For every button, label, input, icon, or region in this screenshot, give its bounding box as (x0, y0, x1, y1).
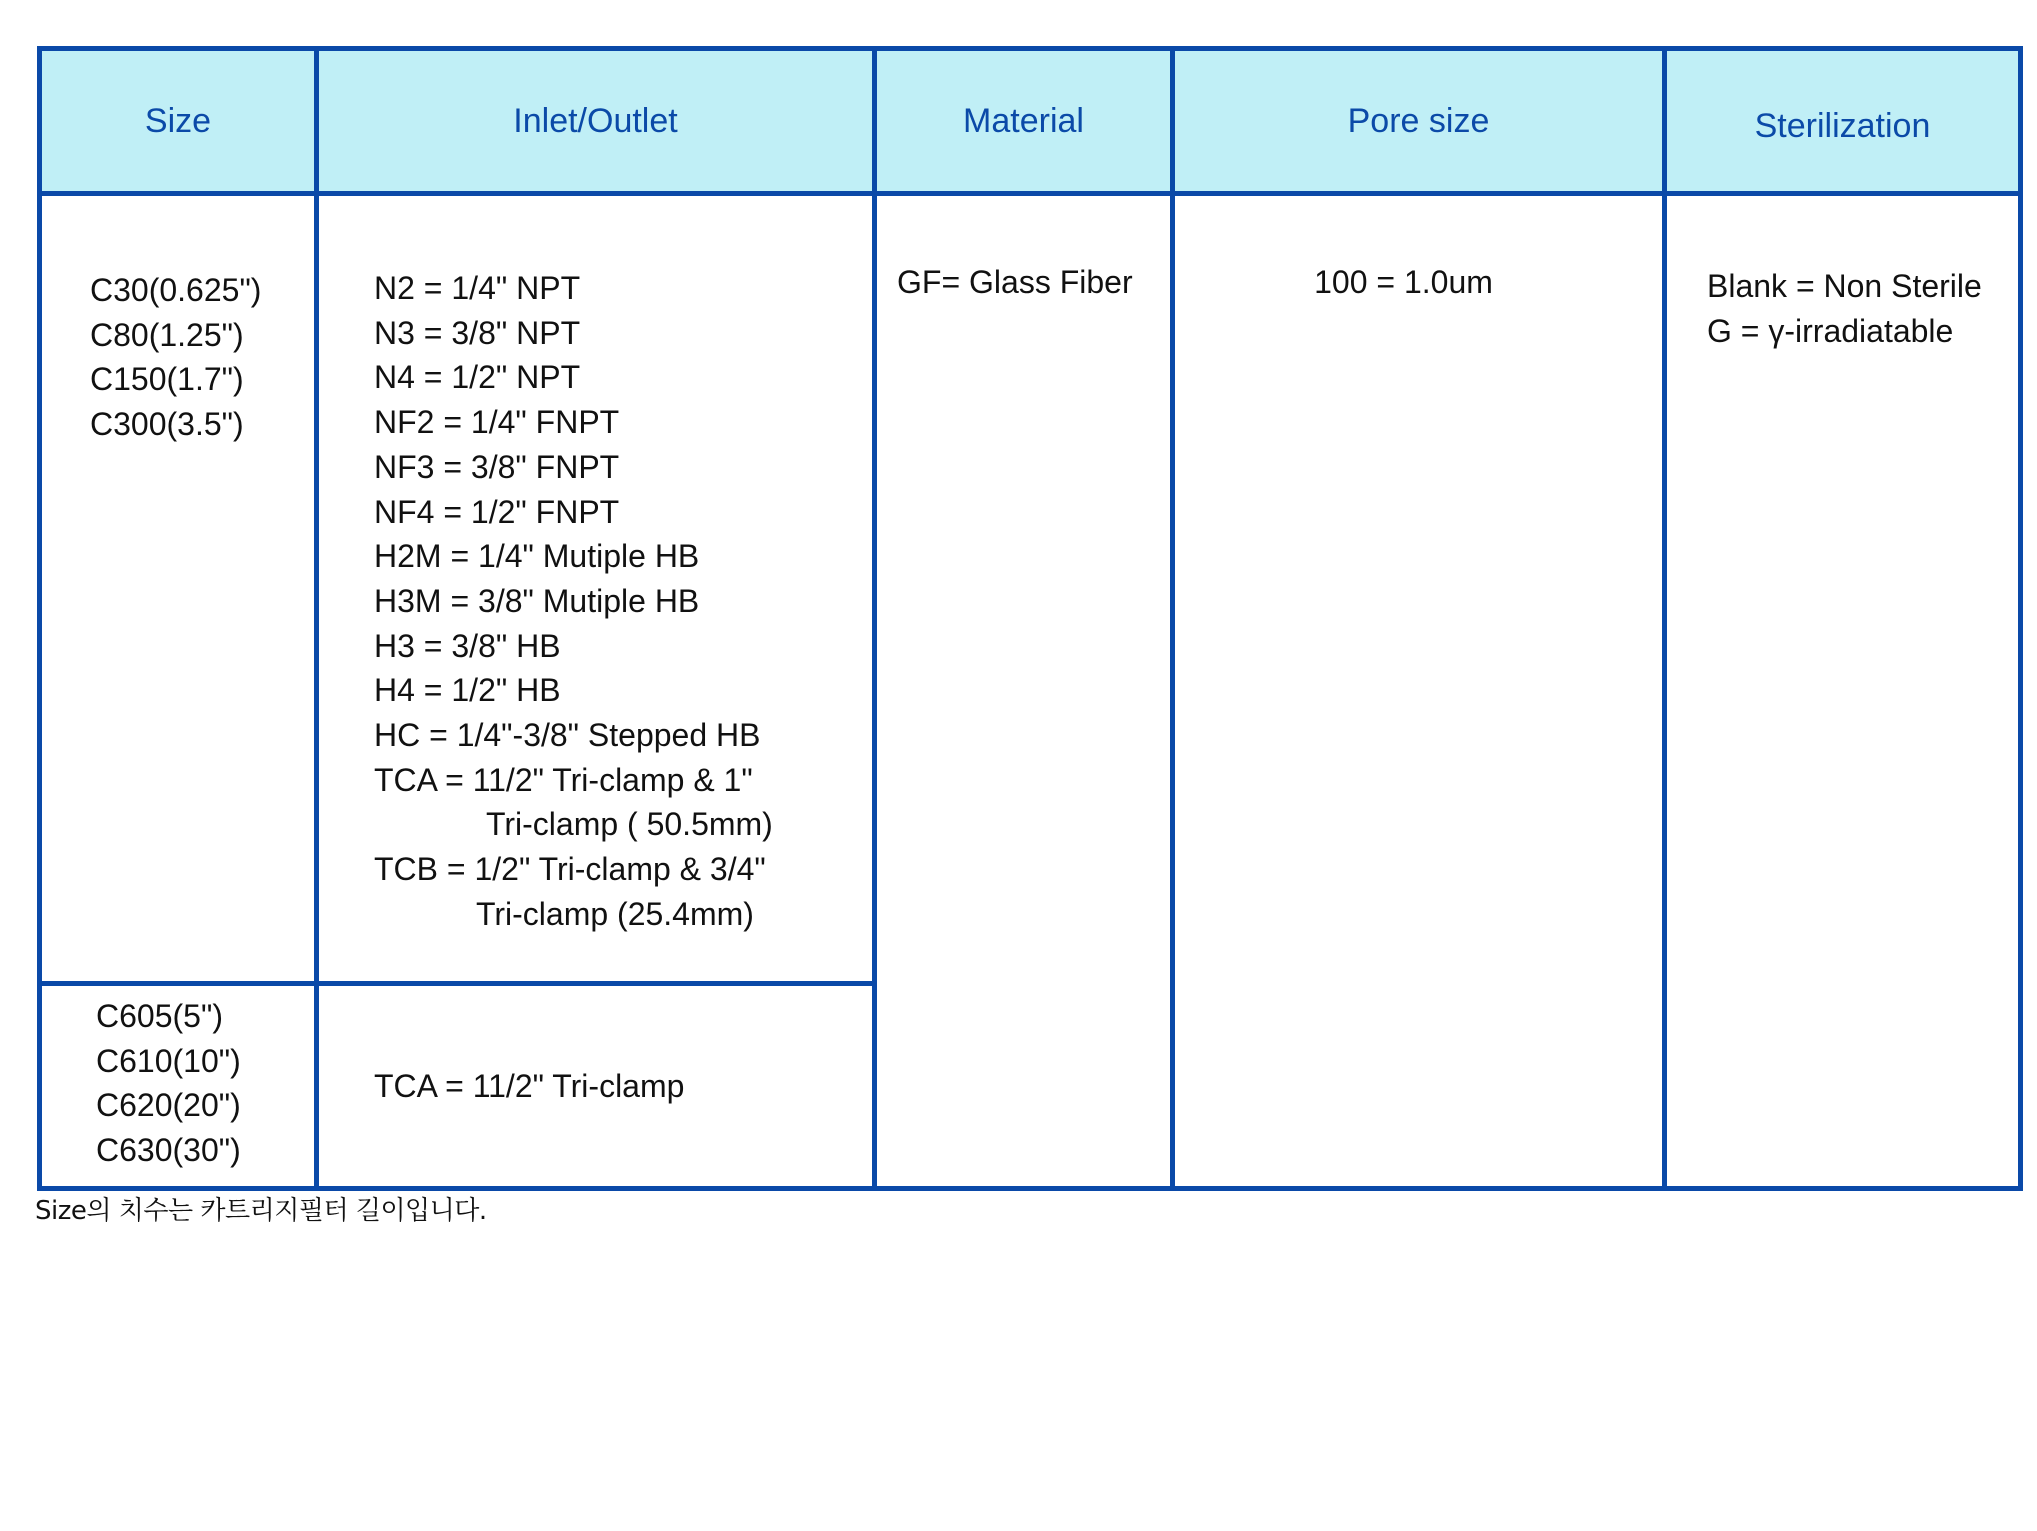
inlet-item: N4 = 1/2" NPT (374, 359, 581, 396)
material-cell (875, 194, 1173, 1189)
size-item: C150(1.7") (90, 361, 244, 398)
header-size: Size (40, 49, 317, 194)
inlet-item: H3M = 3/8" Mutiple HB (374, 582, 700, 619)
spec-table (37, 46, 2023, 1191)
inlet-outlet-cell-group-1 (317, 194, 875, 984)
inlet-item-continuation: Tri-clamp ( 50.5mm) (486, 806, 773, 843)
size-item: C605(5") (96, 998, 223, 1034)
size-item: C80(1.25") (90, 316, 244, 353)
header-sterilization: Sterilization (1665, 49, 2021, 194)
header-inlet-outlet: Inlet/Outlet (317, 49, 875, 194)
size-item: C620(20") (96, 1087, 241, 1124)
material-value: GF= Glass Fiber (897, 264, 1133, 300)
sterilization-cell (1665, 194, 2021, 1189)
header-pore-size: Pore size (1173, 49, 1665, 194)
header-material: Material (875, 49, 1173, 194)
inlet-item: N2 = 1/4" NPT (374, 270, 581, 306)
size-item: C300(3.5") (90, 406, 244, 443)
size-item: C30(0.625") (90, 272, 262, 308)
inlet-item-continuation: Tri-clamp (25.4mm) (476, 895, 754, 932)
inlet-item: TCA = 11/2" Tri-clamp (374, 1067, 685, 1104)
sterilization-item: Blank = Non Sterile (1707, 268, 1982, 304)
inlet-item: HC = 1/4"-3/8" Stepped HB (374, 717, 761, 754)
footnote: Size의 치수는 카트리지필터 길이입니다. (35, 1196, 487, 1226)
inlet-item: H4 = 1/2" HB (374, 672, 561, 709)
header-row (40, 49, 2021, 194)
inlet-outlet-cell-group-2 (317, 984, 875, 1189)
size-item: C630(30") (96, 1132, 241, 1169)
inlet-item: TCA = 11/2" Tri-clamp & 1" (374, 761, 753, 798)
size-cell-group-1 (40, 194, 317, 984)
inlet-item: NF2 = 1/4" FNPT (374, 404, 620, 441)
size-item: C610(10") (96, 1042, 241, 1079)
pore-size-value: 100 = 1.0um (1314, 264, 1493, 300)
size-cell-group-2 (40, 984, 317, 1189)
inlet-item: NF4 = 1/2" FNPT (374, 493, 620, 530)
inlet-item: H2M = 1/4" Mutiple HB (374, 538, 700, 575)
inlet-item: NF3 = 3/8" FNPT (374, 448, 620, 485)
inlet-item: N3 = 3/8" NPT (374, 314, 581, 351)
pore-size-cell (1173, 194, 1665, 1189)
inlet-item: TCB = 1/2" Tri-clamp & 3/4" (374, 851, 766, 888)
inlet-item: H3 = 3/8" HB (374, 627, 561, 664)
table-row (40, 194, 2021, 984)
sterilization-item: G = γ-irradiatable (1707, 312, 1954, 349)
